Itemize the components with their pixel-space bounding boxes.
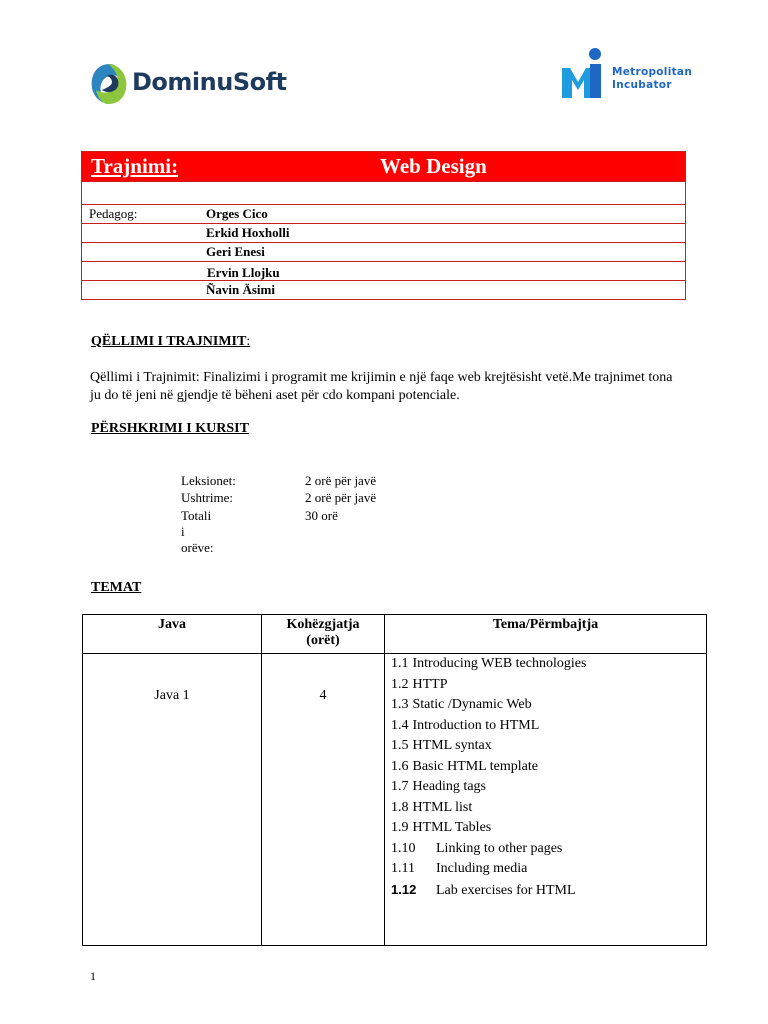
course-heading: PËRSHKRIMI I KURSIT: [91, 421, 249, 436]
list-item: 1.12 Lab exercises for HTML: [391, 881, 576, 898]
pedagog-name: Ñavin Äsimi: [206, 282, 275, 297]
page-number: 1: [90, 969, 96, 983]
pedagog-row: [82, 224, 685, 243]
pedagog-label: Pedagog:: [89, 206, 138, 221]
pedagog-name: Geri Enesi: [206, 244, 265, 259]
topics-table: [82, 614, 707, 946]
pedagog-row: [82, 205, 685, 224]
course-row-value: 30 orë: [305, 508, 338, 523]
training-info-table: [81, 151, 686, 300]
training-name: Web Design: [380, 154, 487, 178]
header-duration: Kohëzgjatja (orët): [262, 615, 385, 654]
list-item: 1.4 Introduction to HTML: [391, 717, 540, 733]
course-row-label: Ushtrime:: [181, 490, 233, 505]
training-label: Trajnimi:: [91, 154, 179, 178]
header-content: Tema/Përmbajtja: [385, 615, 707, 654]
list-item: 1.2 HTTP: [391, 676, 448, 692]
list-item: 1.5 HTML syntax: [391, 738, 492, 753]
list-item: 1.11 Including media: [391, 861, 528, 876]
dominusoft-wordmark: DominuSoft: [132, 68, 287, 96]
table-row: [83, 654, 707, 946]
goal-heading: QËLLIMI I TRAJNIMIT:: [91, 334, 251, 349]
training-title-row: [82, 152, 685, 182]
list-item: 1.7 Heading tags: [391, 779, 486, 794]
duration-cell: 4: [262, 654, 385, 946]
pedagog-name: Ervin Llojku: [207, 265, 280, 280]
dominusoft-logo: [88, 62, 288, 108]
pedagog-row: [82, 281, 685, 299]
metropolitan-text: Metropolitan: [612, 66, 693, 78]
list-item: 1.1 Introducing WEB technologies: [391, 656, 587, 671]
topics-heading: TEMAT: [91, 580, 142, 595]
training-blank-row: [82, 182, 685, 205]
dominusoft-swirl-icon: [88, 62, 130, 106]
course-row-label: Leksionet:: [181, 473, 236, 488]
metropolitan-incubator-mark-icon: [560, 46, 610, 102]
header-week: Java: [83, 615, 262, 654]
week-cell: Java 1: [83, 654, 262, 946]
pedagog-name: Orges Cico: [206, 206, 268, 221]
course-row-value: 2 orë për javë: [305, 490, 377, 505]
course-row-label: Totali i orëve:: [181, 508, 214, 555]
metropolitan-incubator-logo: [560, 46, 700, 102]
list-item: 1.9 HTML Tables: [391, 820, 492, 835]
list-item: 1.10 Linking to other pages: [391, 840, 563, 856]
incubator-text: Incubator: [612, 79, 672, 91]
list-item: 1.8 HTML list: [391, 799, 473, 815]
pedagog-row: [82, 262, 685, 281]
course-row-value: 2 orë për javë: [305, 473, 377, 488]
topic-list: [385, 654, 706, 900]
list-item: 1.6 Basic HTML template: [391, 758, 538, 774]
list-item: 1.3 Static /Dynamic Web: [391, 697, 532, 712]
content-cell: [385, 654, 707, 946]
goal-paragraph: Qëllimi i Trajnimit: Finalizimi i programit me krijimin e një faqe web krejtësisht vetë.Me trajnimet tona ju do të jeni në gjendje të bëheni aset për cdo kompani potenciale.: [90, 370, 673, 403]
pedagog-name: Erkid Hoxholli: [206, 225, 290, 240]
pedagog-row: [82, 243, 685, 262]
topics-header-row: [83, 615, 707, 654]
